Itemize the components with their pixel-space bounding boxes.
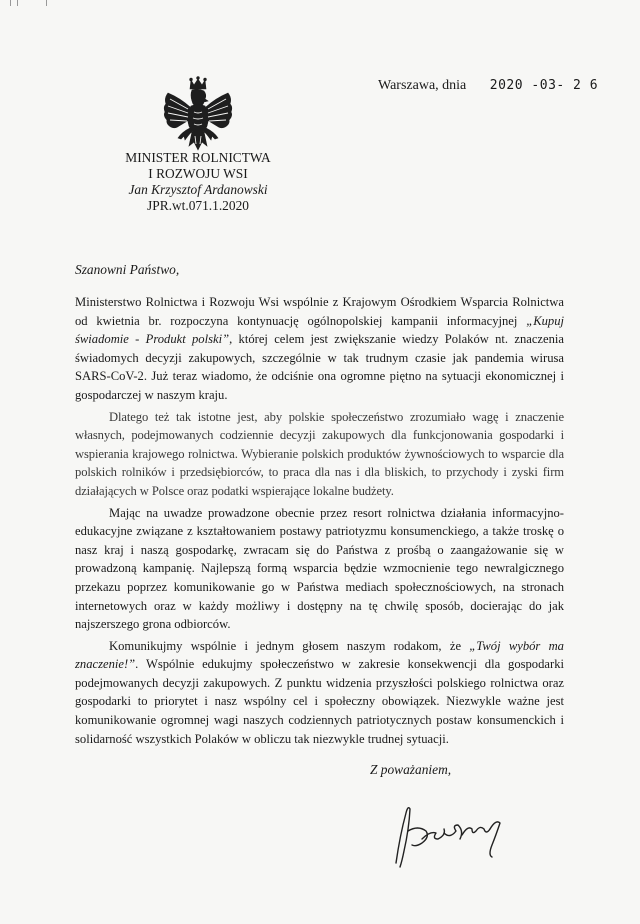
paragraph-4-part-a: Komunikujmy wspólnie i jednym głosem naszym rodakom, że <box>109 638 470 653</box>
paragraph-3: Mając na uwadze prowadzone obecnie przez resort rolnictwa działania informacyjno-edukacyjne związane z kształtowaniem postawy patriotyzmu konsumenckiego, a także troskę o nasz kraj i naszą gospodarkę, zwracam się do Państwa z prośbą o zaangażowanie się w prowadzoną kampanię. Najlepszą formą wsparcia będzie wzmocnienie tego newralgicznego przekazu poprzez komunikowanie go w Państwa mediach społecznościowych, na stronach internetowych oraz w każdy możliwy i dostępny na tę chwilę sposób, docierając do jak najszerszego grona odbiorców. <box>75 505 564 632</box>
sender-block <box>98 150 298 214</box>
closing: Z poważaniem, <box>370 762 452 777</box>
paragraph-1 <box>75 293 564 405</box>
campaign-name: „Kupuj świadomie - Produkt polski” <box>75 313 564 347</box>
paragraph-1-part-a: Ministerstwo Rolnictwa i Rozwoju Wsi wspólnie z Krajowym Ośrodkiem Wsparcia Rolnictwa od kwietnia br. rozpoczyna kontynuację ogólnopolskiej kampanii informacyjnej <box>75 295 564 328</box>
sender-title-line1: MINISTER ROLNICTWA <box>125 150 271 165</box>
slogan: „Twój wybór ma znaczenie!” <box>75 638 564 672</box>
paragraph-2: Dlatego też tak istotne jest, aby polskie społeczeństwo zrozumiało wagę i znaczenie własnych, podejmowanych codziennie decyzji zakupowych dla funkcjonowania gospodarki i wspierania krajowego rolnictwa. Wybieranie polskich produktów żywnościowych to wsparcie dla polskich rolników i przedsiębiorców, to praca dla nas i dla bliskich, to przychody i zyski firm działających w Polsce oraz podatki wspierające lokalne budżety. <box>75 409 564 498</box>
city-date-prefix: Warszawa, dnia <box>378 78 467 93</box>
salutation: Szanowni Państwo, <box>75 262 180 277</box>
reference-number: JPR.wt.071.1.2020 <box>147 198 249 213</box>
sender-title-line2: I ROZWOJU WSI <box>148 166 248 181</box>
paragraph-4-part-b: . Wspólnie edukujmy społeczeństwo w zakresie konsekwencji dla gospodarki podejmowanych decyzji zakupowych. Z punktu widzenia przyszłości polskiego rolnictwa oraz gospodarki to priorytet i nasz wspólny cel i społeczny obowiązek. Niezwykle ważne jest komunikowanie ogromnej wagi naszych codziennych patriotycznych postaw konsumenckich i solidarność wszystkich Polaków w obliczu tak niezwykle trudnej sytuacji. <box>75 657 564 746</box>
paragraph-1-part-b: , której celem jest zwiększanie wiedzy Polaków nt. znaczenia świadomych decyzji zakupowych, szczególnie w tak trudnym czasie jak pandemia wirusa SARS-CoV-2. Już teraz wiadomo, że odciśnie ona ogromne piętno na sytuacji ekonomicznej i gospodarczej w naszym kraju. <box>75 332 564 402</box>
crop-mark <box>10 0 11 6</box>
polish-eagle-emblem-icon <box>160 76 236 154</box>
date-line <box>378 78 598 94</box>
signature-icon <box>392 795 508 887</box>
crop-mark <box>17 0 18 6</box>
date-stamp: 2020 -03- 2 6 <box>489 78 599 93</box>
sender-name: Jan Krzysztof Ardanowski <box>128 182 268 197</box>
crop-mark <box>46 0 47 6</box>
paragraph-4 <box>75 637 564 749</box>
letter-body <box>75 293 564 751</box>
